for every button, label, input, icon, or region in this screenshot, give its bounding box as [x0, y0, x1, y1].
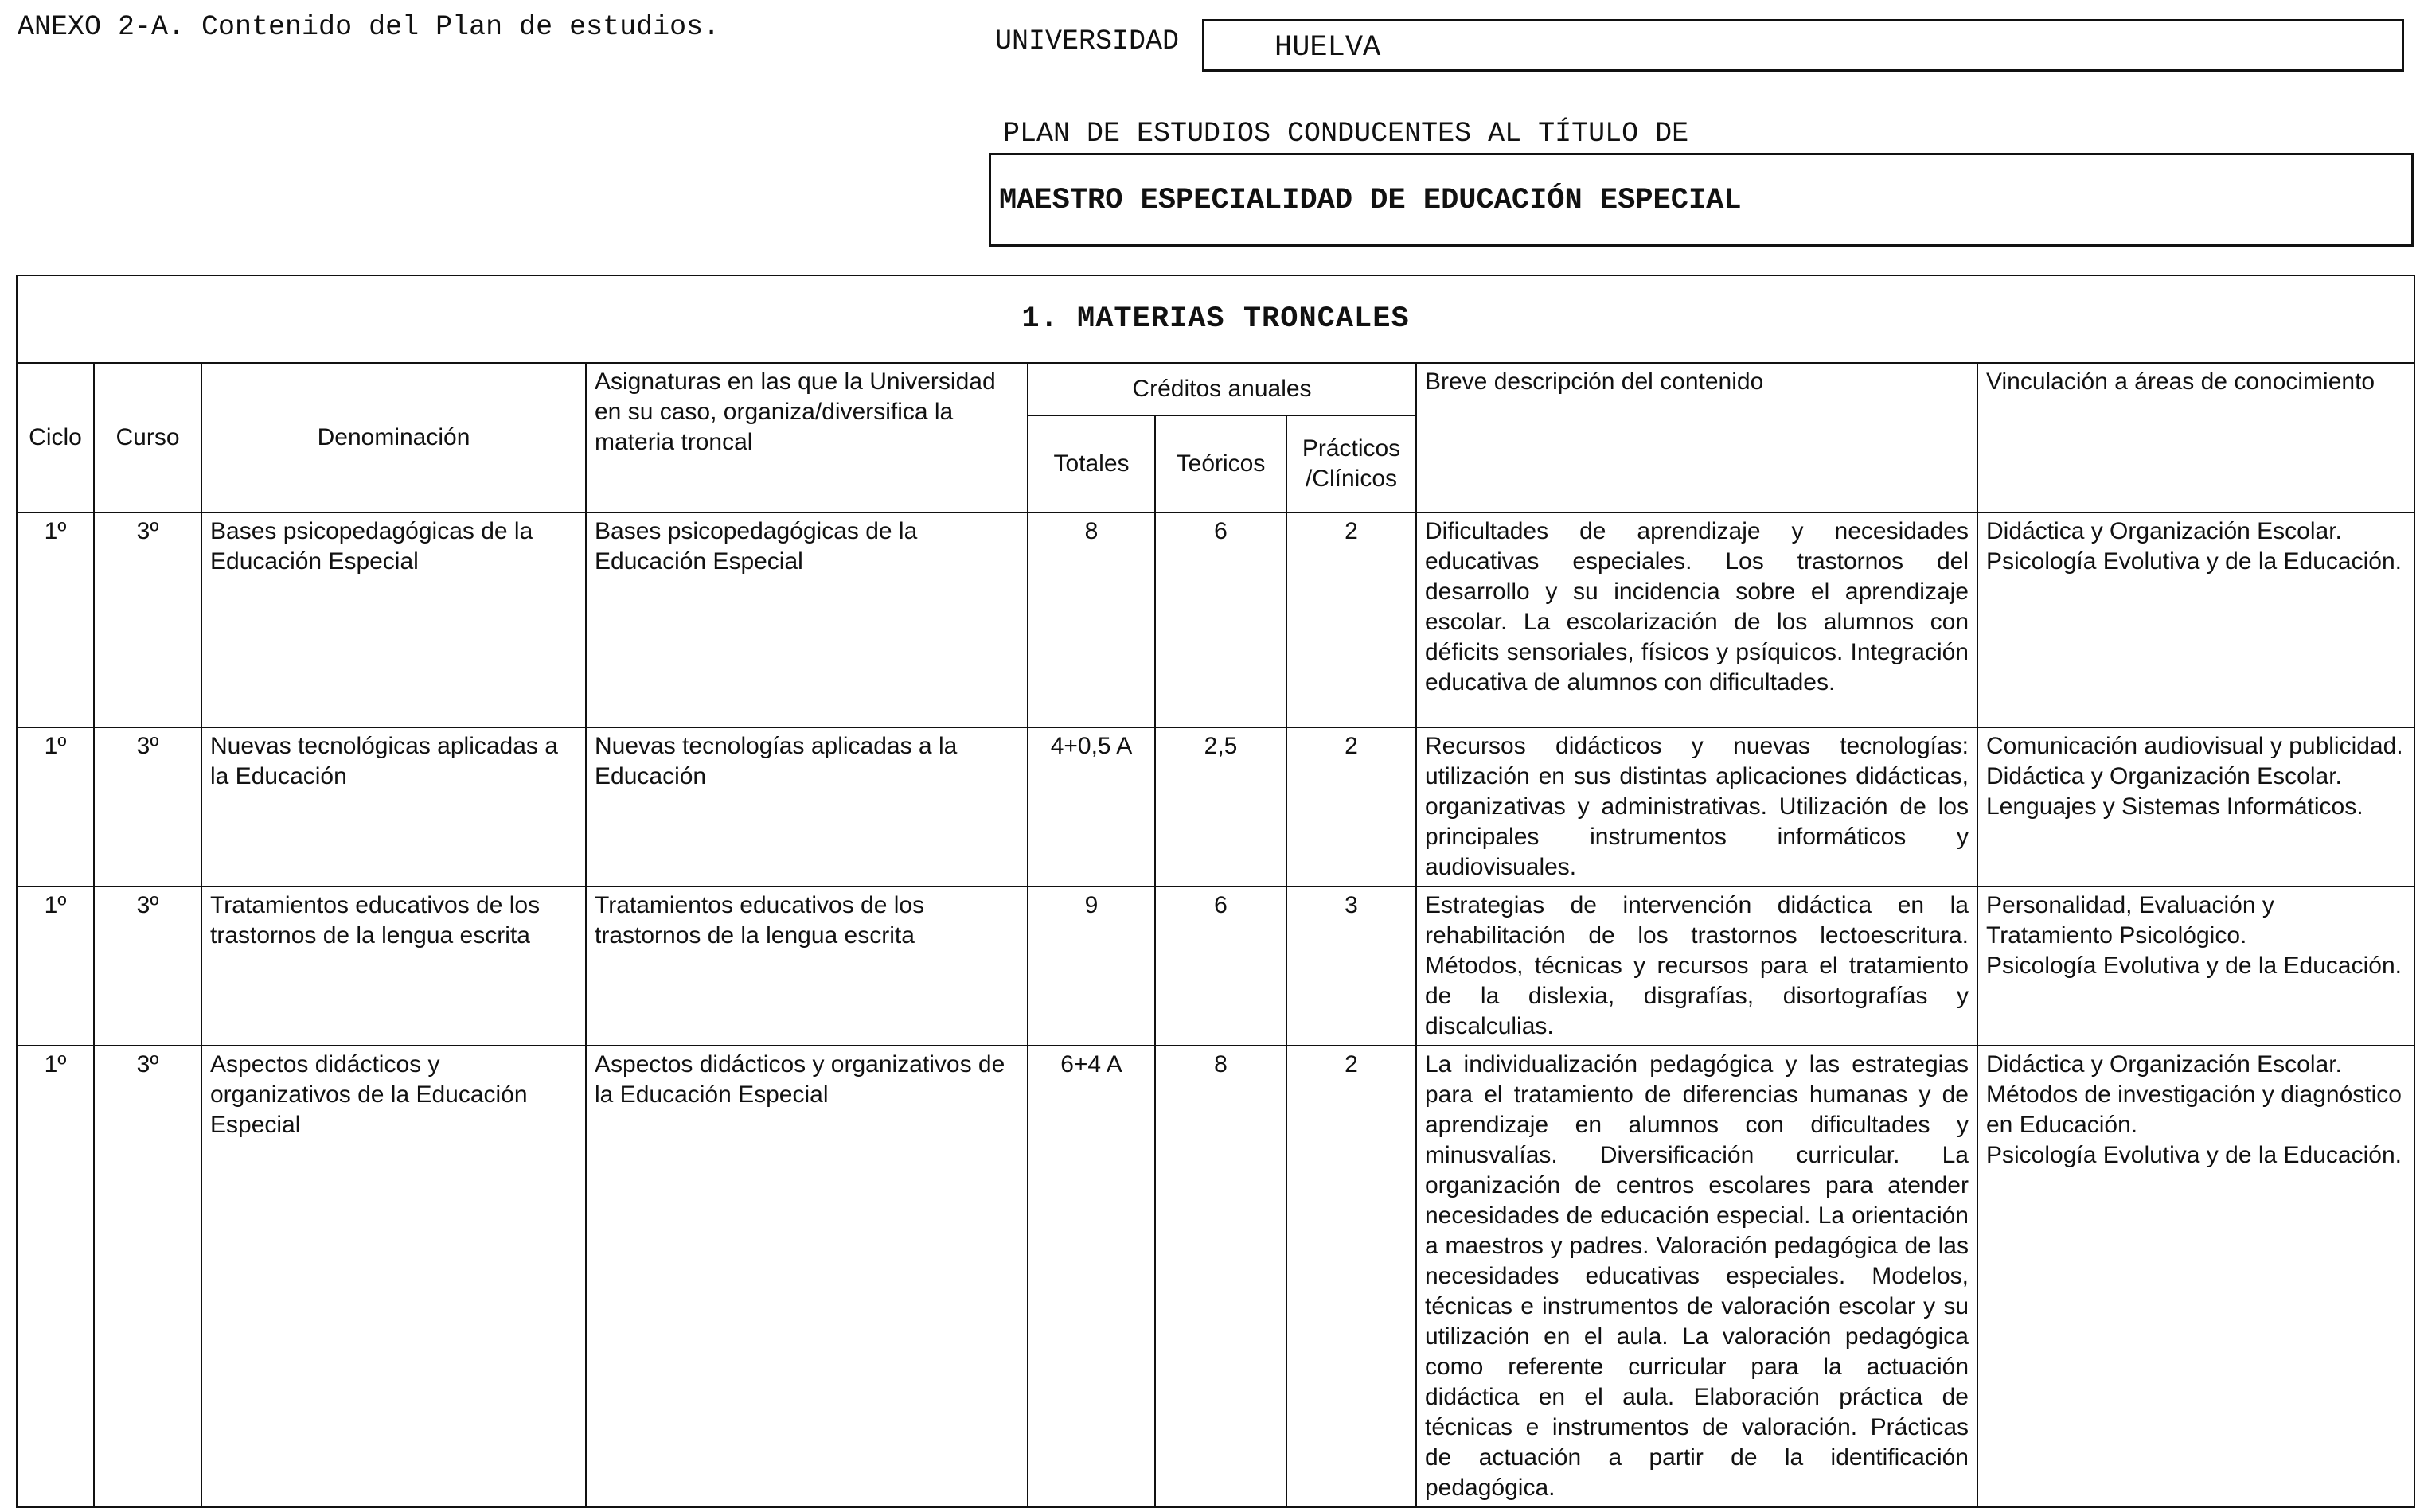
ciclo-cell: 1º	[17, 727, 94, 887]
denominacion-cell: Bases psicopedagógicas de la Educación Especial	[201, 512, 586, 727]
denominacion-cell: Nuevas tecnológicas aplicadas a la Educación	[201, 727, 586, 887]
practicos-cell: 2	[1286, 727, 1416, 887]
ciclo-cell: 1º	[17, 887, 94, 1046]
university-label: UNIVERSIDAD	[995, 25, 1180, 57]
descripcion-cell: La individualización pedagógica y las estrategias para el tratamiento de diferencias humanas y de aprendizaje en alumnos con dificultades y minusvalías. Diversificación curricular. La organización de centros escolares para atender necesidades de educación especial. La orientación a maestros y padres. Valoración pedagógica de las necesidades educativas especiales. Modelos, técnicas e instrumentos de valoración escolar y su utilización en el aula. La valoración pedagógica como referente curricular para la actuación didáctica en el aula. Elaboración práctica de técnicas e instrumentos de valoración. Prácticas de actuación a partir de la identificación pedagógica.	[1416, 1046, 1977, 1507]
curso-cell: 3º	[94, 1046, 201, 1507]
plan-label: PLAN DE ESTUDIOS CONDUCENTES AL TÍTULO DE	[1003, 118, 1689, 150]
annex-title: ANEXO 2-A. Contenido del Plan de estudios.	[18, 11, 720, 43]
teoricos-cell: 2,5	[1155, 727, 1286, 887]
col-denominacion: Denominación	[201, 363, 586, 512]
area-item: Didáctica y Organización Escolar.	[1986, 518, 2342, 544]
area-item: Didáctica y Organización Escolar.	[1986, 763, 2342, 789]
area-item: Comunicación audiovisual y publicidad.	[1986, 733, 2403, 759]
subjects-table	[16, 275, 2415, 1508]
section-title: 1. MATERIAS TRONCALES	[17, 275, 2414, 363]
degree-title: MAESTRO ESPECIALIDAD DE EDUCACIÓN ESPECIAL	[999, 184, 1742, 217]
areas-cell	[1977, 1046, 2414, 1507]
university-box	[1202, 19, 2404, 72]
col-teoricos: Teóricos	[1155, 415, 1286, 512]
ciclo-cell: 1º	[17, 512, 94, 727]
areas-cell	[1977, 512, 2414, 727]
descripcion-cell: Estrategias de intervención didáctica en la rehabilitación de los trastornos lectoescritura. Métodos, técnicas y recursos para el tratamiento de la dislexia, disgrafías, disortografías y discalculias.	[1416, 887, 1977, 1046]
col-descripcion: Breve descripción del contenido	[1416, 363, 1977, 512]
totales-cell: 9	[1028, 887, 1155, 1046]
degree-title-box	[989, 153, 2414, 247]
table-row	[17, 1046, 2414, 1507]
col-vinculacion: Vinculación a áreas de conocimiento	[1977, 363, 2414, 512]
totales-cell: 4+0,5 A	[1028, 727, 1155, 887]
ciclo-cell: 1º	[17, 1046, 94, 1507]
area-item: Didáctica y Organización Escolar.	[1986, 1051, 2342, 1077]
practicos-cell: 3	[1286, 887, 1416, 1046]
col-totales: Totales	[1028, 415, 1155, 512]
areas-cell	[1977, 727, 2414, 887]
university-value: HUELVA	[1274, 31, 1381, 64]
practicos-cell: 2	[1286, 1046, 1416, 1507]
asignatura-cell: Bases psicopedagógicas de la Educación Especial	[586, 512, 1028, 727]
area-item: Personalidad, Evaluación y Tratamiento Psicológico.	[1986, 892, 2274, 949]
area-item: Psicología Evolutiva y de la Educación.	[1986, 1142, 2402, 1168]
curso-cell: 3º	[94, 727, 201, 887]
table-row	[17, 887, 2414, 1046]
asignatura-cell: Aspectos didácticos y organizativos de la Educación Especial	[586, 1046, 1028, 1507]
col-creditos: Créditos anuales	[1028, 363, 1416, 415]
col-asignaturas: Asignaturas en las que la Universidad en su caso, organiza/diversifica la materia troncal	[586, 363, 1028, 512]
area-item: Psicología Evolutiva y de la Educación.	[1986, 548, 2402, 575]
areas-cell	[1977, 887, 2414, 1046]
asignatura-cell: Nuevas tecnologías aplicadas a la Educación	[586, 727, 1028, 887]
teoricos-cell: 8	[1155, 1046, 1286, 1507]
table-row	[17, 727, 2414, 887]
curso-cell: 3º	[94, 887, 201, 1046]
denominacion-cell: Aspectos didácticos y organizativos de la Educación Especial	[201, 1046, 586, 1507]
totales-cell: 6+4 A	[1028, 1046, 1155, 1507]
area-item: Psicología Evolutiva y de la Educación.	[1986, 953, 2402, 979]
teoricos-cell: 6	[1155, 887, 1286, 1046]
area-item: Métodos de investigación y diagnóstico en Educación.	[1986, 1081, 2402, 1138]
asignatura-cell: Tratamientos educativos de los trastornos de la lengua escrita	[586, 887, 1028, 1046]
descripcion-cell: Recursos didácticos y nuevas tecnologías: utilización en sus distintas aplicaciones didácticas, organizativas y administrativas. Utilización de los principales instrumentos informáticos y audiovisuales.	[1416, 727, 1977, 887]
denominacion-cell: Tratamientos educativos de los trastornos de la lengua escrita	[201, 887, 586, 1046]
practicos-cell: 2	[1286, 512, 1416, 727]
totales-cell: 8	[1028, 512, 1155, 727]
area-item: Lenguajes y Sistemas Informáticos.	[1986, 793, 2363, 820]
col-curso: Curso	[94, 363, 201, 512]
col-ciclo: Ciclo	[17, 363, 94, 512]
teoricos-cell: 6	[1155, 512, 1286, 727]
col-practicos: Prácticos /Clínicos	[1286, 415, 1416, 512]
curso-cell: 3º	[94, 512, 201, 727]
table-row	[17, 512, 2414, 727]
descripcion-cell: Dificultades de aprendizaje y necesidades educativas especiales. Los trastornos del desarrollo y su incidencia sobre el aprendizaje escolar. La escolarización de los alumnos con déficits sensoriales, físicos y psíquicos. Integración educativa de alumnos con dificultades.	[1416, 512, 1977, 727]
